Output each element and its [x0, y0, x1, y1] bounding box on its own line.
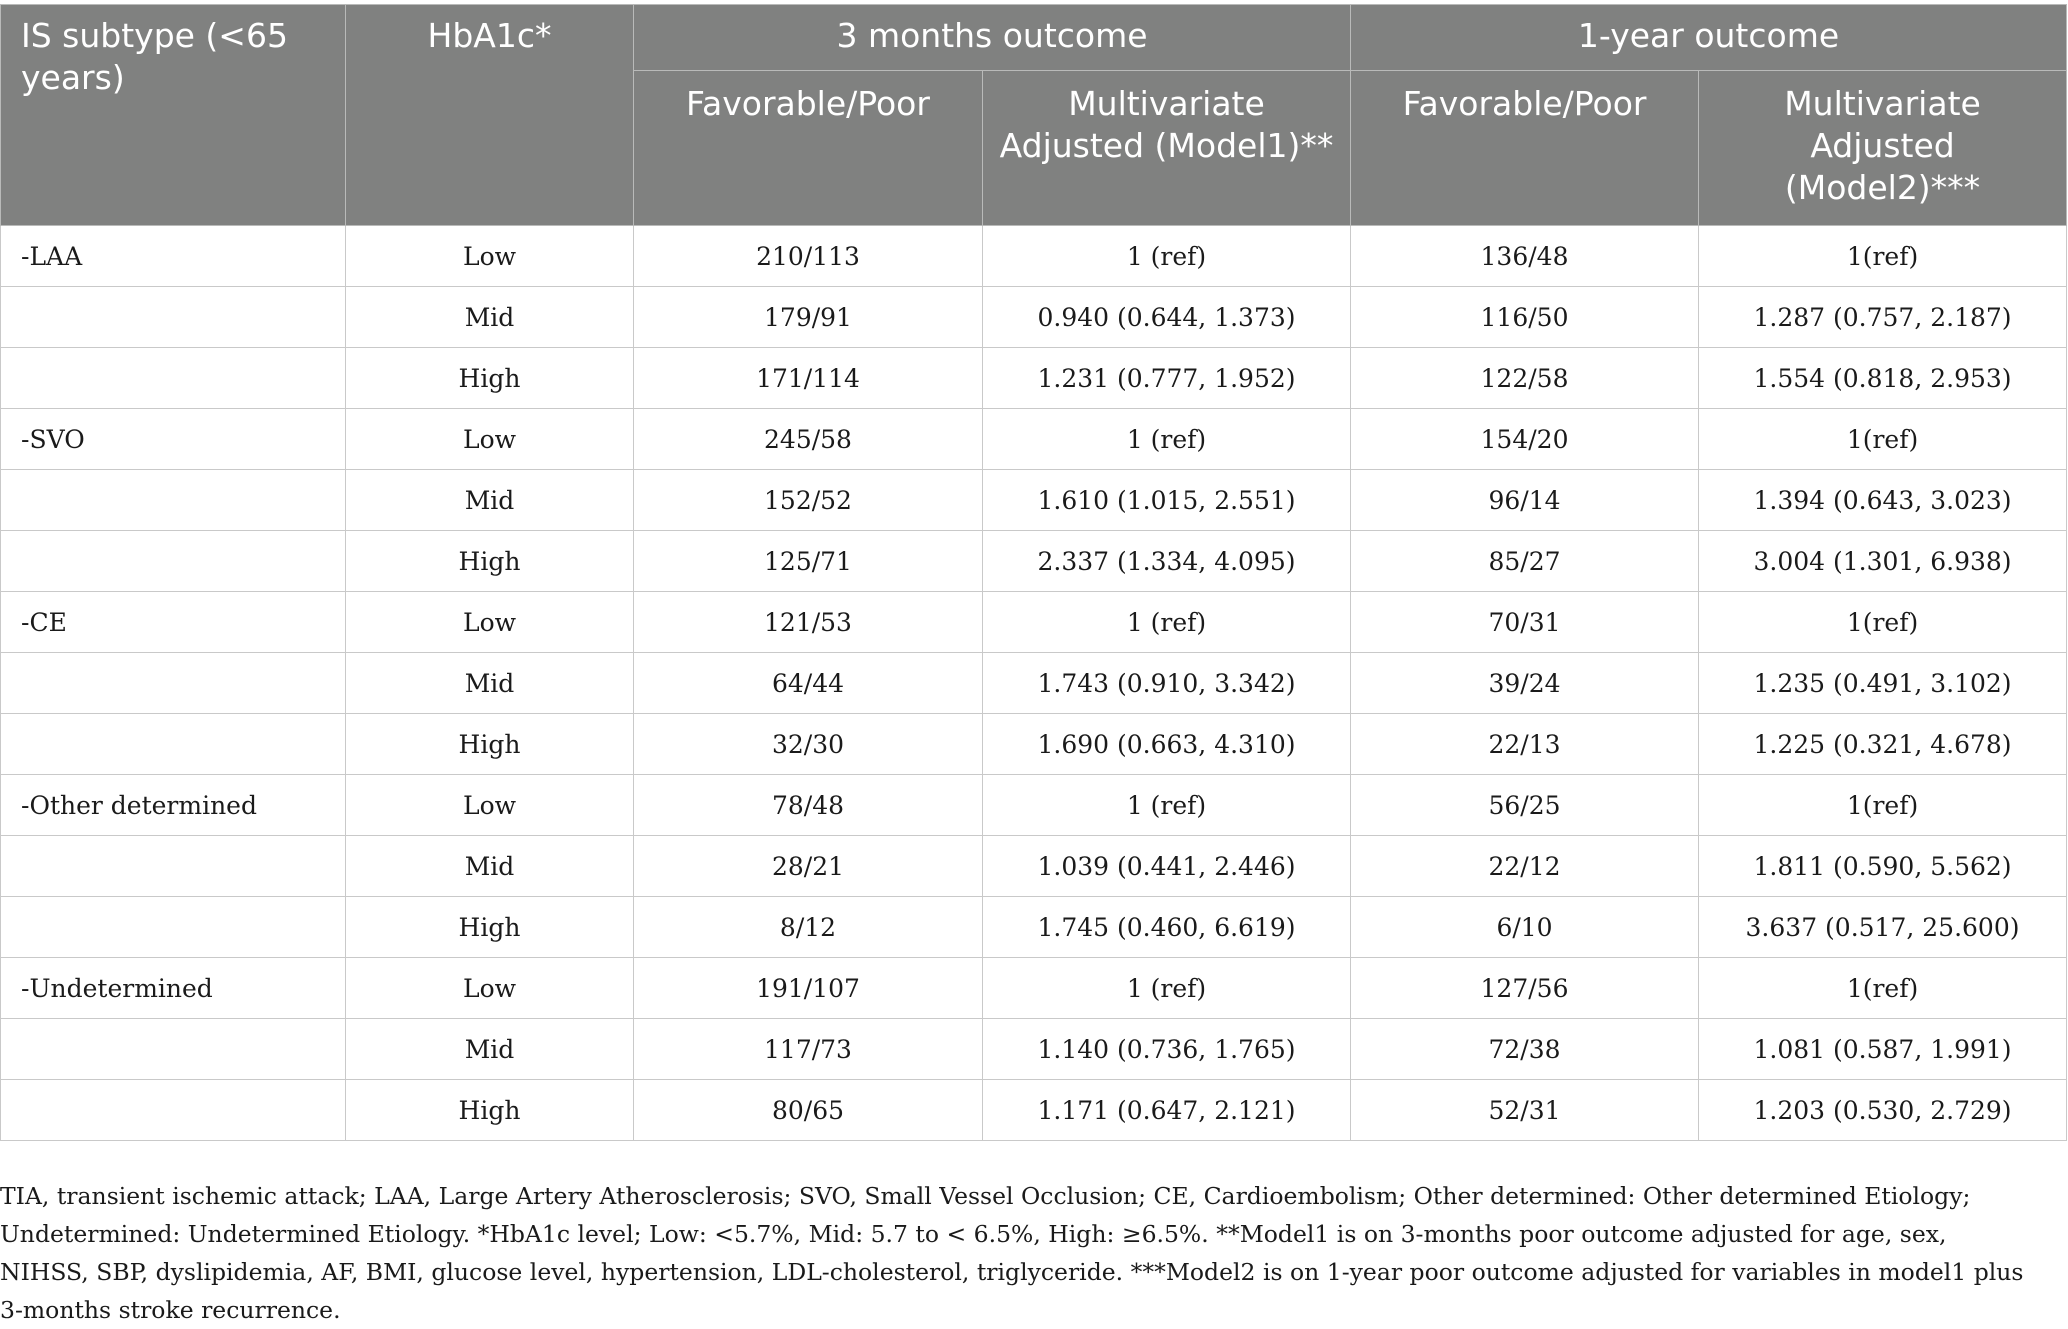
table-row: [1, 592, 2067, 653]
cell-subtype: [1, 653, 346, 714]
header-row-1: [1, 5, 2067, 71]
header-favorable-poor-1y: Favorable/Poor: [1351, 71, 1699, 226]
cell-favorable-poor-3m: 171/114: [634, 348, 983, 409]
table-row: [1, 470, 2067, 531]
cell-model2-or: 1(ref): [1699, 409, 2067, 470]
header-3-months-outcome: 3 months outcome: [634, 5, 1351, 71]
table-row: [1, 531, 2067, 592]
table-row: [1, 775, 2067, 836]
header-favorable-poor-3m: Favorable/Poor: [634, 71, 983, 226]
table-row: [1, 897, 2067, 958]
cell-model2-or: 1.287 (0.757, 2.187): [1699, 287, 2067, 348]
table-container: [0, 4, 2066, 1141]
cell-favorable-poor-3m: 78/48: [634, 775, 983, 836]
cell-favorable-poor-1y: 127/56: [1351, 958, 1699, 1019]
cell-model2-or: 1.554 (0.818, 2.953): [1699, 348, 2067, 409]
cell-favorable-poor-3m: 125/71: [634, 531, 983, 592]
cell-model2-or: 1.081 (0.587, 1.991): [1699, 1019, 2067, 1080]
cell-hba1c-level: Mid: [346, 653, 634, 714]
cell-favorable-poor-3m: 32/30: [634, 714, 983, 775]
cell-subtype: [1, 1080, 346, 1141]
cell-favorable-poor-3m: 210/113: [634, 226, 983, 287]
cell-hba1c-level: Low: [346, 226, 634, 287]
header-hba1c: HbA1c*: [346, 5, 634, 226]
cell-model2-or: 1.225 (0.321, 4.678): [1699, 714, 2067, 775]
cell-favorable-poor-3m: 245/58: [634, 409, 983, 470]
cell-favorable-poor-3m: 8/12: [634, 897, 983, 958]
cell-model2-or: 1.235 (0.491, 3.102): [1699, 653, 2067, 714]
table-row: [1, 1019, 2067, 1080]
table-row: [1, 714, 2067, 775]
cell-favorable-poor-3m: 80/65: [634, 1080, 983, 1141]
cell-favorable-poor-1y: 39/24: [1351, 653, 1699, 714]
table-footnote: TIA, transient ischemic attack; LAA, Large Artery Atherosclerosis; SVO, Small Vessel Occlusion; CE, Cardioembolism; Other determined: Other determined Etiology; Undetermined: Undetermined Etiology. *HbA1c level; Low: <5.7%, Mid: 5.7 to < 6.5%, High: ≥6.5%. **Model1 is on 3-months poor outcome adjusted for age, sex, NIHSS, SBP, dyslipidemia, AF, BMI, glucose level, hypertension, LDL-cholesterol, triglyceride. ***Model2 is on 1-year poor outcome adjusted for variables in model1 plus 3-months stroke recurrence.: [0, 1182, 2024, 1324]
cell-favorable-poor-1y: 116/50: [1351, 287, 1699, 348]
cell-hba1c-level: Mid: [346, 287, 634, 348]
cell-model1-or: 1.743 (0.910, 3.342): [983, 653, 1351, 714]
header-subtype: IS subtype (<65 years): [1, 5, 346, 226]
cell-hba1c-level: High: [346, 531, 634, 592]
cell-model1-or: 1.690 (0.663, 4.310): [983, 714, 1351, 775]
cell-favorable-poor-1y: 70/31: [1351, 592, 1699, 653]
cell-model2-or: 3.004 (1.301, 6.938): [1699, 531, 2067, 592]
cell-hba1c-level: High: [346, 897, 634, 958]
cell-model2-or: 1(ref): [1699, 226, 2067, 287]
cell-favorable-poor-1y: 56/25: [1351, 775, 1699, 836]
cell-subtype: [1, 470, 346, 531]
cell-hba1c-level: Low: [346, 592, 634, 653]
cell-favorable-poor-1y: 85/27: [1351, 531, 1699, 592]
cell-favorable-poor-3m: 152/52: [634, 470, 983, 531]
table-row: [1, 836, 2067, 897]
cell-hba1c-level: Low: [346, 409, 634, 470]
table-row: [1, 348, 2067, 409]
table-row: [1, 226, 2067, 287]
cell-model2-or: 3.637 (0.517, 25.600): [1699, 897, 2067, 958]
cell-model1-or: 1 (ref): [983, 226, 1351, 287]
cell-subtype: [1, 348, 346, 409]
cell-model1-or: 1.610 (1.015, 2.551): [983, 470, 1351, 531]
cell-model1-or: 0.940 (0.644, 1.373): [983, 287, 1351, 348]
cell-subtype: [1, 287, 346, 348]
cell-favorable-poor-1y: 96/14: [1351, 470, 1699, 531]
cell-hba1c-level: High: [346, 348, 634, 409]
cell-favorable-poor-3m: 64/44: [634, 653, 983, 714]
cell-model1-or: 1.231 (0.777, 1.952): [983, 348, 1351, 409]
cell-model2-or: 1.811 (0.590, 5.562): [1699, 836, 2067, 897]
cell-hba1c-level: Low: [346, 958, 634, 1019]
table-row: [1, 287, 2067, 348]
cell-subtype: -Undetermined: [1, 958, 346, 1019]
cell-model1-or: 1 (ref): [983, 592, 1351, 653]
cell-favorable-poor-1y: 22/13: [1351, 714, 1699, 775]
cell-favorable-poor-1y: 72/38: [1351, 1019, 1699, 1080]
cell-subtype: -Other determined: [1, 775, 346, 836]
cell-model2-or: 1.203 (0.530, 2.729): [1699, 1080, 2067, 1141]
cell-subtype: [1, 531, 346, 592]
cell-subtype: [1, 714, 346, 775]
cell-model1-or: 1 (ref): [983, 409, 1351, 470]
cell-subtype: -CE: [1, 592, 346, 653]
cell-model1-or: 1.171 (0.647, 2.121): [983, 1080, 1351, 1141]
table-row: [1, 409, 2067, 470]
cell-favorable-poor-3m: 191/107: [634, 958, 983, 1019]
cell-hba1c-level: Low: [346, 775, 634, 836]
cell-favorable-poor-1y: 122/58: [1351, 348, 1699, 409]
cell-favorable-poor-3m: 28/21: [634, 836, 983, 897]
header-model1: Multivariate Adjusted (Model1)**: [983, 71, 1351, 226]
results-table: [0, 4, 2067, 1141]
table-body: [1, 226, 2067, 1141]
cell-model1-or: 1.745 (0.460, 6.619): [983, 897, 1351, 958]
cell-model1-or: 2.337 (1.334, 4.095): [983, 531, 1351, 592]
cell-model1-or: 1 (ref): [983, 958, 1351, 1019]
cell-favorable-poor-3m: 117/73: [634, 1019, 983, 1080]
cell-favorable-poor-1y: 136/48: [1351, 226, 1699, 287]
table-row: [1, 958, 2067, 1019]
cell-model1-or: 1.039 (0.441, 2.446): [983, 836, 1351, 897]
table-header: [1, 5, 2067, 226]
cell-subtype: [1, 897, 346, 958]
cell-favorable-poor-3m: 179/91: [634, 287, 983, 348]
cell-model2-or: 1(ref): [1699, 592, 2067, 653]
cell-favorable-poor-3m: 121/53: [634, 592, 983, 653]
cell-subtype: -SVO: [1, 409, 346, 470]
cell-model2-or: 1(ref): [1699, 958, 2067, 1019]
cell-favorable-poor-1y: 22/12: [1351, 836, 1699, 897]
cell-model2-or: 1(ref): [1699, 775, 2067, 836]
cell-model1-or: 1 (ref): [983, 775, 1351, 836]
cell-hba1c-level: High: [346, 1080, 634, 1141]
cell-favorable-poor-1y: 6/10: [1351, 897, 1699, 958]
cell-favorable-poor-1y: 52/31: [1351, 1080, 1699, 1141]
cell-hba1c-level: Mid: [346, 836, 634, 897]
header-model2: Multivariate Adjusted (Model2)***: [1699, 71, 2067, 226]
cell-model1-or: 1.140 (0.736, 1.765): [983, 1019, 1351, 1080]
table-row: [1, 653, 2067, 714]
cell-subtype: [1, 836, 346, 897]
cell-hba1c-level: Mid: [346, 1019, 634, 1080]
cell-subtype: -LAA: [1, 226, 346, 287]
cell-hba1c-level: Mid: [346, 470, 634, 531]
cell-subtype: [1, 1019, 346, 1080]
header-1-year-outcome: 1-year outcome: [1351, 5, 2067, 71]
cell-hba1c-level: High: [346, 714, 634, 775]
cell-favorable-poor-1y: 154/20: [1351, 409, 1699, 470]
table-row: [1, 1080, 2067, 1141]
cell-model2-or: 1.394 (0.643, 3.023): [1699, 470, 2067, 531]
